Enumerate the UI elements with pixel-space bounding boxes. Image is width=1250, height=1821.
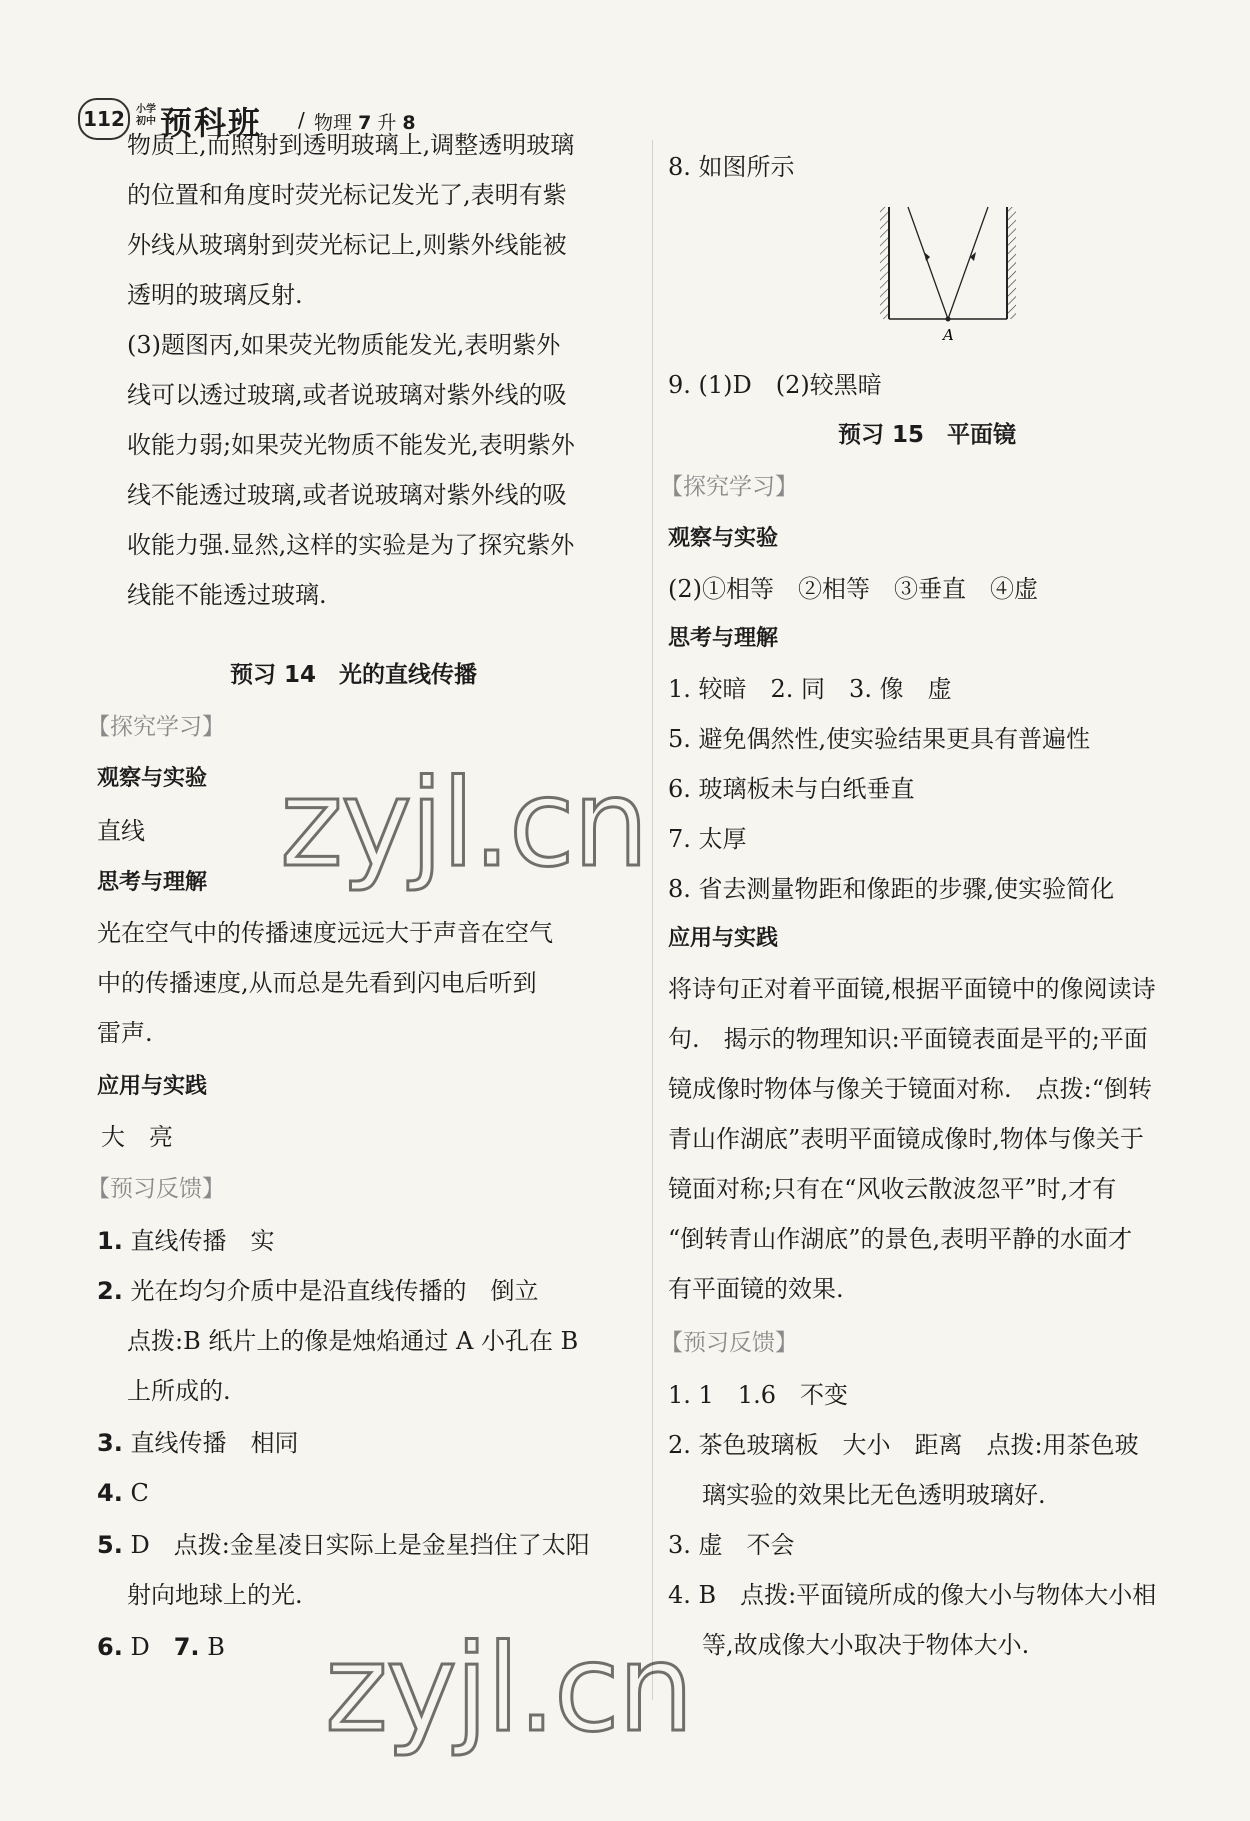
tag-explore: 【探究学习】 <box>87 714 225 740</box>
answer-line: 2. 光在均匀介质中是沿直线传播的 倒立 <box>97 1277 539 1305</box>
text-line: 青山作湖底”表明平面镜成像时,物体与像关于 <box>668 1125 1144 1153</box>
heading-observe: 观察与实验 <box>668 526 779 551</box>
feedback-line: 1. 1 1.6 不变 <box>668 1381 848 1409</box>
mirror-figure <box>878 205 1018 355</box>
logo-small-text: 小学初中 <box>136 104 156 127</box>
text-line: 线不能透过玻璃,或者说玻璃对紫外线的吸 <box>127 481 567 509</box>
apply-answer: 大 亮 <box>101 1123 173 1151</box>
answer-line: 点拨:B 纸片上的像是烛焰通过 A 小孔在 B <box>127 1327 579 1355</box>
reflected-ray <box>948 207 988 319</box>
feedback-line: 3. 虚 不会 <box>668 1531 795 1559</box>
think-answer: 6. 玻璃板未与白纸垂直 <box>668 775 915 803</box>
answer-line: 3. 直线传播 相同 <box>97 1429 299 1457</box>
watermark: zyjl.cn <box>325 1620 692 1759</box>
heading-observe: 观察与实验 <box>97 766 208 791</box>
column-divider <box>652 140 653 1700</box>
incident-ray <box>908 207 948 319</box>
text-line: 线可以透过玻璃,或者说玻璃对紫外线的吸 <box>127 381 567 409</box>
answer-line: 上所成的. <box>127 1377 231 1405</box>
heading-apply: 应用与实践 <box>97 1074 208 1099</box>
answer-line: 射向地球上的光. <box>127 1581 303 1609</box>
brand-logo: 预科班 <box>160 104 263 142</box>
heading-think: 思考与理解 <box>668 626 779 651</box>
section-title-14: 预习 14 光的直线传播 <box>230 662 478 688</box>
text-line: 外线从玻璃射到荧光标记上,则紫外线能被 <box>127 231 567 259</box>
text-line: (3)题图丙,如果荧光物质能发光,表明紫外 <box>127 331 561 359</box>
answer-line: 5. D 点拨:金星凌日实际上是金星挡住了太阳 <box>97 1531 590 1559</box>
text-line: 镜成像时物体与像关于镜面对称. 点拨:“倒转 <box>668 1075 1152 1103</box>
feedback-line: 4. B 点拨:平面镜所成的像大小与物体大小相 <box>668 1581 1157 1609</box>
section-title-15: 预习 15 平面镜 <box>838 422 1017 448</box>
think-answer: 7. 太厚 <box>668 825 747 853</box>
right-mirror-hatch <box>1007 207 1016 319</box>
text-line: 有平面镜的效果. <box>668 1275 844 1303</box>
feedback-line: 2. 茶色玻璃板 大小 距离 点拨:用茶色玻 <box>668 1431 1139 1459</box>
observe-answer: 直线 <box>97 817 145 845</box>
watermark: zyjl.cn <box>280 755 647 894</box>
text-line: 中的传播速度,从而总是先看到闪电后听到 <box>97 969 537 997</box>
text-line: 物质上,而照射到透明玻璃上,调整透明玻璃 <box>127 131 575 159</box>
heading-think: 思考与理解 <box>97 870 208 895</box>
arrow-head <box>924 252 930 261</box>
think-answer: 8. 省去测量物距和像距的步骤,使实验简化 <box>668 875 1115 903</box>
answer-line: 6. D 7. B <box>97 1633 225 1661</box>
heading-apply: 应用与实践 <box>668 926 779 951</box>
text-line: 句. 揭示的物理知识:平面镜表面是平的;平面 <box>668 1025 1148 1053</box>
text-line: 线能不能透过玻璃. <box>127 581 327 609</box>
feedback-line: 璃实验的效果比无色透明玻璃好. <box>702 1481 1046 1509</box>
text-line: 透明的玻璃反射. <box>127 281 303 309</box>
text-line: 雷声. <box>97 1019 153 1047</box>
think-answer: 5. 避免偶然性,使实验结果更具有普遍性 <box>668 725 1091 753</box>
label-a: A <box>943 326 954 344</box>
text-line: 的位置和角度时荧光标记发光了,表明有紫 <box>127 181 567 209</box>
q8-line: 8. 如图所示 <box>668 153 795 181</box>
q9-line: 9. (1)D (2)较黑暗 <box>668 371 882 399</box>
tag-explore: 【探究学习】 <box>660 474 798 500</box>
feedback-line: 等,故成像大小取决于物体大小. <box>702 1631 1030 1659</box>
think-answer: 1. 较暗 2. 同 3. 像 虚 <box>668 675 952 703</box>
tag-feedback: 【预习反馈】 <box>87 1176 225 1202</box>
text-line: 收能力强.显然,这样的实验是为了探究紫外 <box>127 531 575 559</box>
page-number: 112 <box>78 98 130 140</box>
observe-answer: (2)①相等 ②相等 ③垂直 ④虚 <box>668 575 1038 603</box>
point-a <box>946 317 951 322</box>
answer-line: 1. 直线传播 实 <box>97 1227 275 1255</box>
text-line: 光在空气中的传播速度远远大于声音在空气 <box>97 919 553 947</box>
text-line: 收能力弱;如果荧光物质不能发光,表明紫外 <box>127 431 575 459</box>
subject-label: 物理 7 升 8 <box>314 112 416 134</box>
tag-feedback: 【预习反馈】 <box>660 1330 798 1356</box>
mirror-diagram <box>878 205 1018 355</box>
text-line: “倒转青山作湖底”的景色,表明平静的水面才 <box>668 1225 1133 1253</box>
answer-line: 4. C <box>97 1479 149 1507</box>
text-line: 镜面对称;只有在“风收云散波忽平”时,才有 <box>668 1175 1117 1203</box>
text-line: 将诗句正对着平面镜,根据平面镜中的像阅读诗 <box>668 975 1156 1003</box>
left-mirror-hatch <box>880 207 889 319</box>
header-separator: / <box>298 108 305 132</box>
